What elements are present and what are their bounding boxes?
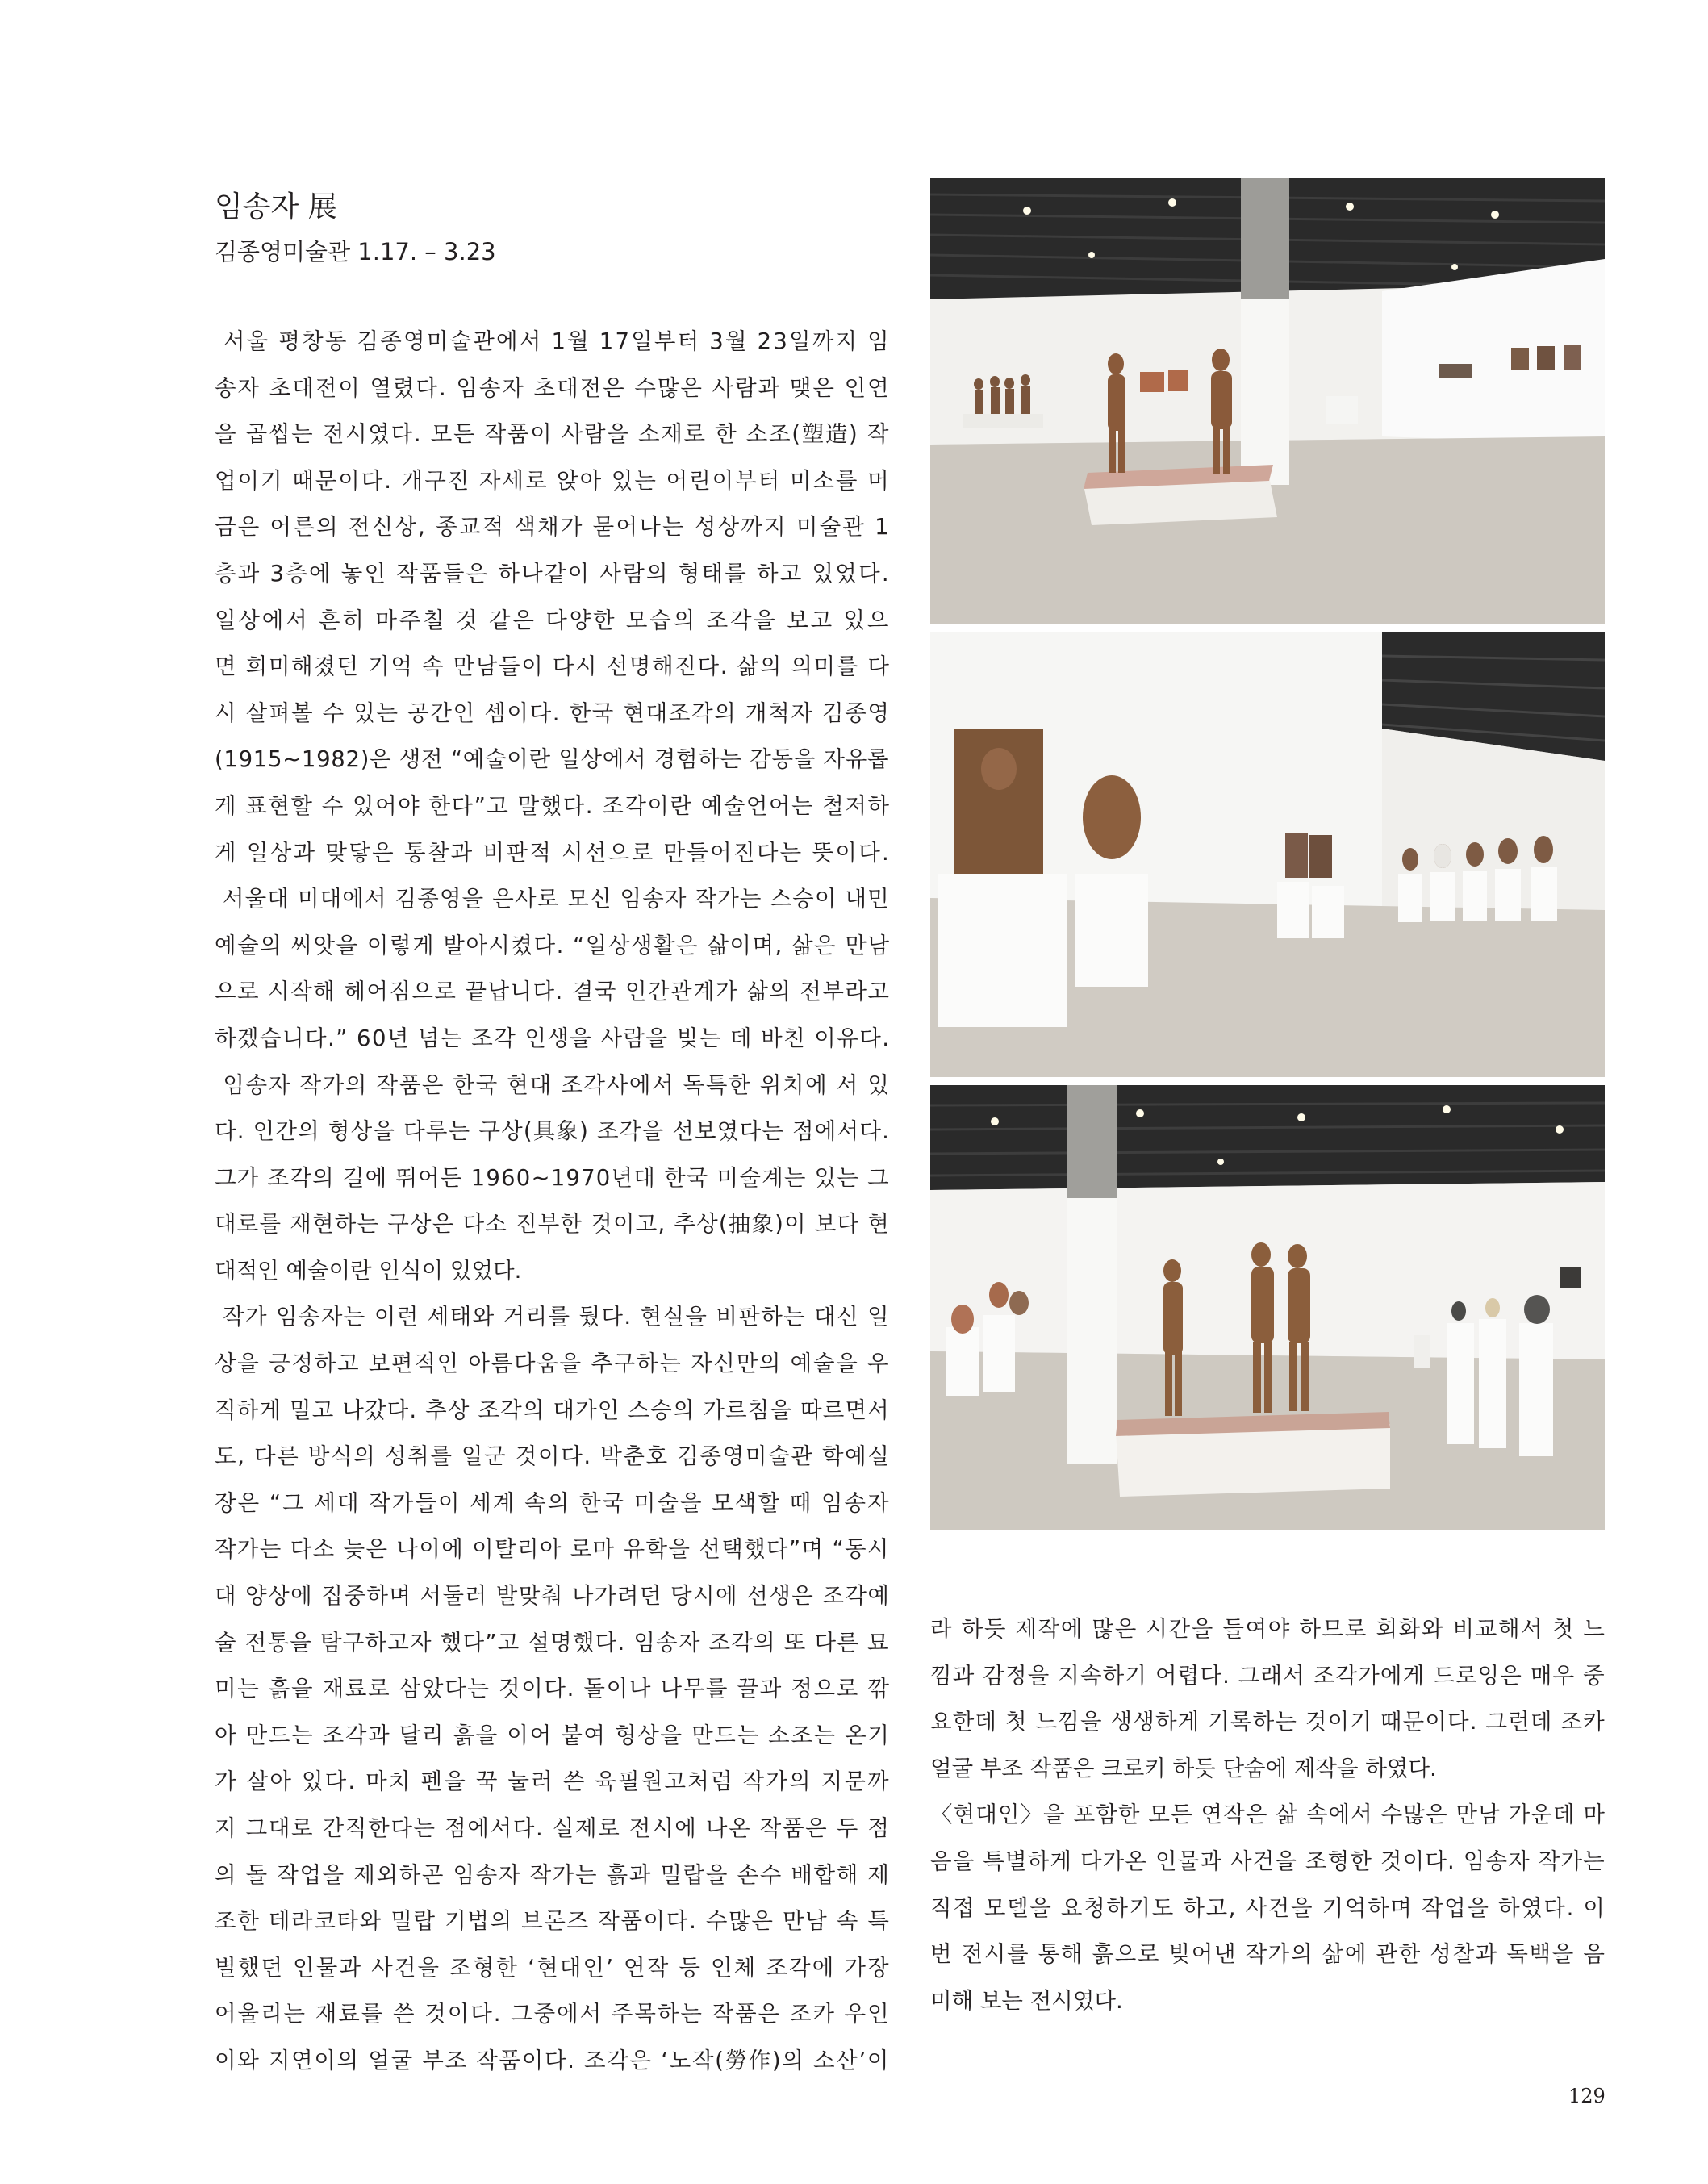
body-text-line: 아 만 드 는 조 각 과 달 리 흙 을 이 어 붙 여 형 상 을 만 드 는 소 조 는 온 기 <box>215 1722 889 1748</box>
body-text-line: 직 하 게 밀 고 나 갔 다 . 추 상 조 각 의 대 가 인 스 승 의 가 르 침 을 따 르 면 서 <box>215 1397 889 1423</box>
body-text-line: 시 살 펴 볼 수 있 는 공 간 인 셈 이 다 . 한 국 현 대 조 각 의 개 척 자 김 종 영 <box>215 699 889 726</box>
body-text-line: 〈 현 대 인 〉 을 포 함 한 모 든 연 작 은 삶 속 에 서 수 많 은 만 남 가 운 데 마 <box>930 1802 1605 1828</box>
body-text-line: 그 가 조 각 의 길 에 뛰 어 든 1 9 6 0 ~ 1 9 7 0 년 대 한 국 미 술 계 는 있 는 그 <box>215 1164 889 1191</box>
body-text-line: 일 상 에 서 흔 히 마 주 칠 것 같 은 다 양 한 모 습 의 조 각 을 보 고 있 으 <box>215 607 889 633</box>
body-text-line: 대 로 를 재 현 하 는 구 상 은 다 소 진 부 한 것 이 고 , 추 상 ( 抽 象 ) 이 보 다 현 <box>215 1211 889 1238</box>
gallery-view-walking-figures <box>930 1085 1605 1530</box>
body-text-line: 층 과 3 층 에 놓 인 작 품 들 은 하 나 같 이 사 람 의 형 태 를 하 고 있 었 다 . <box>215 560 889 587</box>
body-text-line: 직 접 모 델 을 요 청 하 기 도 하 고 , 사 건 을 기 억 하 며 작 업 을 하 였 다 . 이 <box>930 1894 1605 1921</box>
body-text-line: 이 와 지 연 이 의 얼 굴 부 조 작 품 이 다 . 조 각 은 ‘ 노 작 ( 勞 作 ) 의 소 산 ’ 이 <box>215 2047 889 2073</box>
body-text-line: 어 울 리 는 재 료 를 쓴 것 이 다 . 그 중 에 서 주 목 하 는 작 품 은 조 카 우 인 <box>215 2001 889 2027</box>
body-text-line: 예 술 의 씨 앗 을 이 렇 게 발 아 시 켰 다 . “ 일 상 생 활 은 삶 이 며 , 삶 은 만 남 <box>215 932 889 958</box>
body-text-line: 게 표 현 할 수 있 어 야 한 다 ” 고 말 했 다 . 조 각 이 란 예 술 언 어 는 철 저 하 <box>215 792 889 819</box>
gallery-view-reliefs-and-busts <box>930 632 1605 1077</box>
body-text-line: 미해 보는 전시였다. <box>930 1987 1123 2014</box>
body-text-line: 술 전 통 을 탐 구 하 고 자 했 다 ” 고 설 명 했 다 . 임 송 자 조 각 의 또 다 른 묘 <box>215 1629 889 1656</box>
body-text-line: 얼굴 부조 작품은 크로키 하듯 단숨에 제작을 하였다. <box>930 1755 1437 1781</box>
body-text-line: 으 로 시 작 해 헤 어 짐 으 로 끝 납 니 다 . 결 국 인 간 관 계 가 삶 의 전 부 라 고 <box>215 979 889 1005</box>
body-text-line: ( 1 9 1 5 ~ 1 9 8 2 ) 은 생 전 “ 예 술 이 란 일 상 에 서 경 험 하 는 감 동 을 자 유 롭 <box>215 746 889 773</box>
body-text-line: 금 은 어 른 의 전 신 상 , 종 교 적 색 채 가 묻 어 나 는 성 상 까 지 미 술 관 1 <box>215 514 889 541</box>
body-text-line: 가 살 아 있 다 . 마 치 펜 을 꾹 눌 러 쓴 육 필 원 고 처 럼 작 가 의 지 문 까 <box>215 1768 889 1795</box>
page-number: 129 <box>1568 2085 1606 2107</box>
body-text-line: 별 했 던 인 물 과 사 건 을 조 형 한 ‘ 현 대 인 ’ 연 작 등 인 체 조 각 에 가 장 <box>215 1954 889 1981</box>
body-text-line: 게 일 상 과 맞 닿 은 통 찰 과 비 판 적 시 선 으 로 만 들 어 진 다 는 뜻 이 다 . <box>215 839 889 866</box>
body-text-line: 낌 과 감 정 을 지 속 하 기 어 렵 다 . 그 래 서 조 각 가 에 게 드 로 잉 은 매 우 중 <box>930 1662 1605 1689</box>
body-text-line: 면 희 미 해 졌 던 기 억 속 만 남 들 이 다 시 선 명 해 진 다 . 삶 의 의 미 를 다 <box>215 654 889 680</box>
body-text-line: 임 송 자 작 가 의 작 품 은 한 국 현 대 조 각 사 에 서 독 특 한 위 치 에 서 있 <box>223 1071 889 1098</box>
body-text-line: 작 가 는 다 소 늦 은 나 이 에 이 탈 리 아 로 마 유 학 을 선 택 했 다 ” 며 “ 동 시 <box>215 1536 889 1563</box>
body-text-line: 라 하 듯 제 작 에 많 은 시 간 을 들 여 야 하 므 로 회 화 와 비 교 해 서 첫 느 <box>930 1616 1605 1642</box>
body-text-line: 대적인 예술이란 인식이 있었다. <box>215 1257 522 1284</box>
body-text-line: 송 자 초 대 전 이 열 렸 다 . 임 송 자 초 대 전 은 수 많 은 사 람 과 맺 은 인 연 <box>215 374 889 401</box>
exhibition-photo-3 <box>930 1085 1605 1530</box>
body-text-line: 작 가 임 송 자 는 이 런 세 태 와 거 리 를 뒀 다 . 현 실 을 비 판 하 는 대 신 일 <box>223 1304 889 1330</box>
exhibition-photo-2 <box>930 632 1605 1077</box>
exhibition-photo-1 <box>930 178 1605 624</box>
article-body-right-column <box>930 1606 1605 2024</box>
body-text-line: 번 전 시 를 통 해 흙 으 로 빚 어 낸 작 가 의 삶 에 관 한 성 찰 과 독 백 을 음 <box>930 1941 1605 1968</box>
body-text-line: 을 곱 씹 는 전 시 였 다 . 모 든 작 품 이 사 람 을 소 재 로 한 소 조 ( 塑 造 ) 작 <box>215 421 889 448</box>
article-subtitle: 김종영미술관 1.17. – 3.23 <box>215 238 496 265</box>
body-text-line: 장 은 “ 그 세 대 작 가 들 이 세 계 속 의 한 국 미 술 을 모 색 할 때 임 송 자 <box>215 1489 889 1516</box>
body-text-line: 하 겠 습 니 다 . ” 6 0 년 넘 는 조 각 인 생 을 사 람 을 빚 는 데 바 친 이 유 다 . <box>215 1025 889 1051</box>
body-text-line: 대 양 상 에 집 중 하 며 서 둘 러 발 맞 춰 나 가 려 던 당 시 에 선 생 은 조 각 예 <box>215 1583 889 1610</box>
article-body-left-column <box>215 319 889 2085</box>
body-text-line: 업 이 기 때 문 이 다 . 개 구 진 자 세 로 앉 아 있 는 어 린 이 부 터 미 소 를 머 <box>215 467 889 494</box>
gallery-view-standing-figures <box>930 178 1605 624</box>
body-text-line: 미 는 흙 을 재 료 로 삼 았 다 는 것 이 다 . 돌 이 나 나 무 를 끌 과 정 으 로 깎 <box>215 1676 889 1702</box>
body-text-line: 조 한 테 라 코 타 와 밀 랍 기 법 의 브 론 즈 작 품 이 다 . 수 많 은 만 남 속 특 <box>215 1908 889 1935</box>
body-text-line: 서 울 대 미 대 에 서 김 종 영 을 은 사 로 모 신 임 송 자 작 가 는 스 승 이 내 민 <box>222 886 889 912</box>
article-title: 임송자 展 <box>215 190 337 223</box>
body-text-line: 다 . 인 간 의 형 상 을 다 루 는 구 상 ( 具 象 ) 조 각 을 선 보 였 다 는 점 에 서 다 . <box>215 1118 889 1145</box>
body-text-line: 서 울 평 창 동 김 종 영 미 술 관 에 서 1 월 1 7 일 부 터 3 월 2 3 일 까 지 임 <box>223 328 889 354</box>
body-text-line: 음 을 특 별 하 게 다 가 온 인 물 과 사 건 을 조 형 한 것 이 다 . 임 송 자 작 가 는 <box>930 1848 1605 1874</box>
body-text-line: 의 돌 작 업 을 제 외 하 곤 임 송 자 작 가 는 흙 과 밀 랍 을 손 수 배 합 해 제 <box>215 1861 889 1888</box>
body-text-line: 도 , 다 른 방 식 의 성 취 를 일 군 것 이 다 . 박 춘 호 김 종 영 미 술 관 학 예 실 <box>215 1443 889 1470</box>
body-text-line: 지 그 대 로 간 직 한 다 는 점 에 서 다 . 실 제 로 전 시 에 나 온 작 품 은 두 점 <box>215 1815 889 1841</box>
body-text-line: 요 한 데 첫 느 낌 을 생 생 하 게 기 록 하 는 것 이 기 때 문 이 다 . 그 런 데 조 카 <box>930 1709 1605 1735</box>
body-text-line: 상 을 긍 정 하 고 보 편 적 인 아 름 다 움 을 추 구 하 는 자 신 만 의 예 술 을 우 <box>215 1351 889 1377</box>
